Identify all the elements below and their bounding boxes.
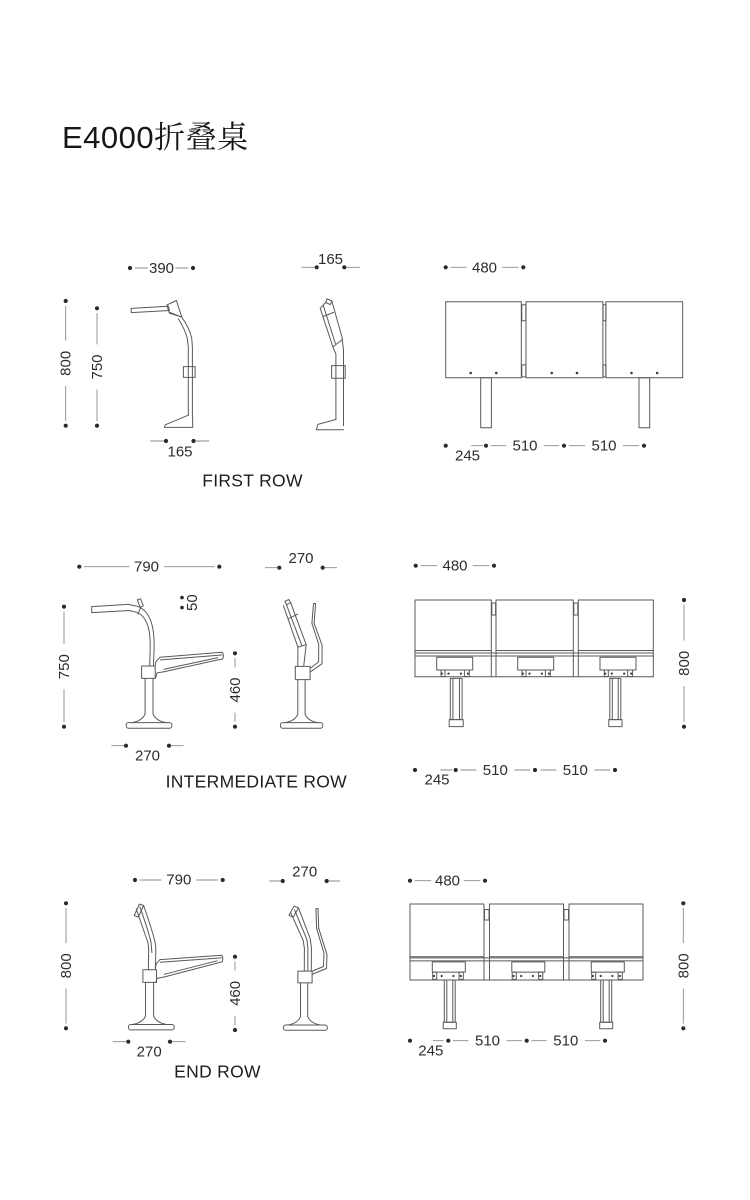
- panel-bolt: [433, 975, 435, 977]
- panel-bolt: [619, 975, 621, 977]
- dim-dot: [64, 901, 68, 905]
- dim-dot: [562, 444, 566, 448]
- dim-dot: [95, 424, 99, 428]
- dim-value: 510: [474, 1032, 501, 1050]
- dim-value: 480: [442, 557, 468, 575]
- panel-connector: [574, 603, 578, 615]
- dim-dot: [414, 564, 418, 568]
- pedestal-base: [280, 723, 322, 729]
- dim-value: 790: [166, 871, 192, 889]
- dim-value: 390: [148, 260, 175, 277]
- leg-inner-line: [603, 980, 609, 1022]
- desk-tip: [137, 599, 143, 608]
- panel-bolt: [541, 673, 543, 675]
- pedestal-column: [145, 678, 153, 714]
- intermediate-row-dim-front-bottom: [413, 762, 617, 789]
- dim-dot: [682, 598, 686, 602]
- leg: [481, 378, 492, 428]
- dim-dot: [682, 725, 686, 729]
- dim-dot: [191, 439, 195, 443]
- floor-foot: [316, 420, 343, 430]
- end-row-dim-height-800: [58, 901, 75, 1030]
- folded-tablet-panel: [312, 928, 327, 974]
- pedestal-flare: [288, 1017, 320, 1026]
- panel-bolt: [539, 975, 541, 977]
- pedestal-flare: [132, 1016, 166, 1025]
- end-row-dim-folded-270: [270, 864, 340, 884]
- tablet-bracket: [600, 657, 636, 670]
- desk-panel: [578, 600, 653, 651]
- dim-value: 460: [227, 980, 244, 1006]
- first-row-side-view-drawing: [131, 301, 195, 428]
- dim-value: 480: [471, 259, 498, 277]
- dim-value: 510: [591, 437, 617, 455]
- panel-bolt: [548, 673, 550, 675]
- folded-desk-mid-line: [286, 604, 302, 646]
- dim-value: 270: [292, 863, 318, 881]
- leg-foot: [449, 720, 463, 727]
- leg: [639, 378, 650, 428]
- dim-dot: [525, 1039, 529, 1043]
- first-row-dim-height-750: [89, 306, 106, 428]
- dim-dot: [533, 768, 537, 772]
- leg-foot: [609, 720, 622, 727]
- dim-dot: [321, 566, 325, 570]
- leg-foot: [600, 1022, 613, 1029]
- dim-dot: [681, 901, 685, 905]
- intermediate-row-front-view-drawing: [415, 600, 653, 727]
- support-collar: [143, 970, 157, 983]
- intermediate-row-section: [0, 540, 750, 795]
- panel-bolt: [630, 372, 633, 375]
- intermediate-row-label: INTERMEDIATE ROW: [165, 771, 348, 792]
- folded-desk-mid-line: [295, 910, 308, 971]
- leg: [601, 980, 612, 1022]
- first-row-folded-view-drawing: [316, 299, 345, 430]
- dim-dot: [62, 605, 66, 609]
- dim-value: 270: [136, 1043, 162, 1061]
- panel-bolt: [656, 372, 659, 375]
- dim-dot: [454, 768, 458, 772]
- leg-foot: [443, 1022, 456, 1029]
- end-row-dim-front-480: [408, 873, 487, 890]
- tablet-tip: [221, 955, 223, 962]
- panel-connector: [603, 365, 606, 377]
- page-title: E4000折叠桌: [62, 120, 249, 155]
- end-row-front-view-drawing: [410, 904, 643, 1029]
- dim-value: 460: [227, 677, 244, 703]
- end-row-side-view-drawing: [129, 904, 223, 1030]
- dim-value: 510: [562, 762, 588, 779]
- panel-bolt: [528, 673, 530, 675]
- dim-dot: [277, 566, 281, 570]
- first-row-dim-front-480: [444, 259, 526, 276]
- tablet-bracket: [437, 657, 473, 670]
- support-collar: [295, 666, 310, 679]
- panel-bolt: [623, 673, 625, 675]
- pedestal-column: [298, 680, 305, 714]
- panel-bolt: [604, 673, 606, 675]
- dim-dot: [77, 565, 81, 569]
- dim-value: 270: [288, 550, 314, 568]
- tablet-surface: [160, 955, 221, 962]
- dim-dot: [133, 878, 137, 882]
- folded-desk-cap: [285, 600, 291, 605]
- dim-dot: [217, 565, 221, 569]
- dim-dot: [64, 424, 68, 428]
- desk-panel: [446, 302, 522, 378]
- dim-dot: [221, 878, 225, 882]
- panel-bolt: [441, 975, 443, 977]
- panel-bolt: [460, 975, 462, 977]
- dim-dot: [483, 879, 487, 883]
- leg-inner-line: [447, 980, 453, 1022]
- band-edges: [415, 651, 653, 677]
- folded-tablet-arm: [316, 909, 319, 929]
- dim-dot: [603, 1039, 607, 1043]
- end-row-dim-base-270: [113, 1040, 185, 1061]
- folded-panel-cap: [326, 299, 332, 305]
- band-edges: [410, 957, 643, 980]
- folded-tablet-arm: [312, 603, 316, 623]
- leg-inner-line: [612, 678, 618, 719]
- tablet-bracket: [512, 962, 545, 972]
- dim-dot: [126, 1040, 130, 1044]
- intermediate-row-folded-view-drawing: [280, 600, 322, 729]
- desk-panel: [415, 600, 491, 651]
- tablet-bracket: [432, 962, 465, 972]
- dim-dot: [325, 879, 329, 883]
- support-collar: [183, 367, 195, 378]
- leg: [450, 678, 462, 719]
- dim-value: 270: [134, 747, 161, 765]
- dim-dot: [124, 744, 128, 748]
- end-row-label: END ROW: [174, 1061, 261, 1082]
- end-row-dim-tablet-460: [227, 955, 244, 1032]
- folded-desk-outer: [299, 908, 312, 971]
- leg: [444, 980, 455, 1022]
- dim-dot: [444, 265, 448, 269]
- panel-bolt: [469, 372, 472, 375]
- dim-dot: [168, 1040, 172, 1044]
- leg-inner-line: [453, 678, 460, 719]
- panel-bolt: [550, 372, 553, 375]
- panel-bolt: [630, 673, 632, 675]
- first-row-dim-folded-165: [302, 251, 360, 270]
- dim-value: 165: [317, 250, 344, 268]
- desk-panel: [490, 904, 564, 957]
- dim-dot: [521, 265, 525, 269]
- dim-dot: [444, 444, 448, 448]
- dim-dot: [613, 768, 617, 772]
- dim-dot: [484, 444, 488, 448]
- support-collar: [298, 971, 312, 983]
- panel-connector: [522, 305, 526, 321]
- dim-value: 790: [133, 558, 160, 576]
- first-row-dim-height-800: [58, 299, 75, 428]
- dim-value: 800: [57, 350, 75, 376]
- pedestal-column: [301, 983, 308, 1017]
- panel-bolt: [460, 673, 462, 675]
- dim-dot: [64, 299, 68, 303]
- dim-dot: [128, 266, 132, 270]
- tablet-tip: [222, 652, 224, 659]
- desk-panel: [569, 904, 643, 957]
- dim-dot: [233, 1028, 237, 1032]
- dim-value: 800: [58, 953, 75, 979]
- panel-connector: [485, 910, 490, 921]
- tablet-link: [155, 657, 163, 678]
- panel-bolt: [520, 975, 522, 977]
- pedestal-base: [283, 1025, 327, 1030]
- dim-dot: [233, 955, 237, 959]
- dim-dot: [408, 1039, 412, 1043]
- panel-bolt: [512, 975, 514, 977]
- intermediate-row-dim-front-480: [414, 558, 497, 575]
- first-row-label: FIRST ROW: [202, 470, 303, 491]
- dim-value: 750: [56, 654, 73, 680]
- desk-top-blade: [92, 604, 130, 612]
- dim-dot: [281, 879, 285, 883]
- support-inner-edge: [130, 611, 151, 666]
- dim-dot: [446, 1039, 450, 1043]
- dim-dot: [233, 651, 237, 655]
- panel-bolt: [611, 673, 613, 675]
- panel-bolt: [467, 673, 469, 675]
- desk-panel: [410, 904, 484, 957]
- first-row-front-view-drawing: [446, 302, 683, 428]
- panel-bolt: [447, 673, 449, 675]
- dim-value: 510: [512, 437, 538, 455]
- panel-bolt: [600, 975, 602, 977]
- folded-panel-outer: [332, 301, 344, 426]
- back-panel-inner: [136, 909, 148, 970]
- first-row-section: [0, 245, 750, 495]
- panel-connector: [522, 365, 526, 377]
- end-row-dim-width-790: [133, 872, 225, 889]
- first-row-dim-front-bottom: [444, 438, 647, 465]
- dim-value: 510: [482, 762, 508, 779]
- panel-bolt: [495, 372, 498, 375]
- dim-value: 510: [553, 1032, 579, 1050]
- dim-dot: [642, 444, 646, 448]
- tablet-bracket: [518, 657, 554, 670]
- dim-value: 750: [89, 354, 106, 380]
- dim-value: 800: [675, 953, 693, 979]
- dim-dot: [413, 768, 417, 772]
- panel-connector: [603, 305, 606, 321]
- folded-desk-inner: [291, 913, 305, 971]
- intermediate-row-dim-base-270: [112, 744, 184, 765]
- dim-dot: [191, 266, 195, 270]
- panel-bolt: [592, 975, 594, 977]
- panel-bolt: [532, 975, 534, 977]
- floor-foot: [164, 415, 192, 427]
- dim-value: 245: [418, 1042, 444, 1060]
- dim-value: 245: [424, 771, 450, 789]
- intermediate-row-dim-tablet-460: [227, 651, 244, 729]
- tablet-bracket: [591, 962, 624, 972]
- folded-panel-tick: [323, 312, 334, 316]
- leg: [610, 678, 621, 719]
- desk-head-line: [169, 313, 181, 317]
- intermediate-row-dim-height-750: [56, 605, 73, 729]
- dim-value: 245: [454, 447, 481, 465]
- end-row-dim-front-800: [675, 901, 692, 1030]
- intermediate-row-dim-folded-270: [265, 550, 336, 570]
- dim-dot: [95, 306, 99, 310]
- pedestal-flare: [132, 714, 166, 723]
- dim-value: 800: [676, 650, 693, 676]
- dim-dot: [233, 725, 237, 729]
- intermediate-row-dim-front-800: [676, 598, 693, 729]
- tablet-underside: [164, 961, 222, 977]
- back-panel-cap: [134, 904, 143, 917]
- end-row-dim-front-bottom: [408, 1033, 607, 1060]
- end-row-section: [0, 850, 750, 1090]
- intermediate-row-side-view-drawing: [92, 599, 224, 728]
- pedestal-column: [146, 982, 154, 1016]
- intermediate-row-dim-gap-50: [180, 594, 201, 611]
- support-collar: [142, 666, 156, 678]
- panel-connector: [564, 910, 569, 921]
- front-rail: [410, 958, 643, 980]
- end-row-folded-view-drawing: [283, 906, 327, 1030]
- panel-bolt: [611, 975, 613, 977]
- dim-value: 480: [434, 872, 461, 890]
- dim-dot: [681, 1026, 685, 1030]
- dim-dot: [62, 725, 66, 729]
- desk-panel: [526, 302, 603, 378]
- desk-panel: [606, 302, 683, 378]
- desk-top-blade: [131, 306, 169, 312]
- first-row-dim-width-390: [128, 260, 195, 277]
- dim-dot: [408, 879, 412, 883]
- front-rail: [415, 653, 653, 677]
- intermediate-row-dim-width-790: [77, 559, 221, 576]
- dim-dot: [164, 439, 168, 443]
- folded-tablet-panel: [310, 623, 322, 672]
- dim-dot: [64, 1026, 68, 1030]
- first-row-dim-base-165: [151, 439, 209, 461]
- pedestal-base: [126, 723, 172, 729]
- dim-dot: [167, 744, 171, 748]
- panel-bolt: [576, 372, 579, 375]
- desk-panel: [496, 600, 573, 651]
- tablet-underside: [163, 658, 222, 672]
- dim-value: 165: [167, 443, 193, 461]
- pedestal-flare: [285, 714, 318, 723]
- panel-bolt: [522, 673, 524, 675]
- dim-value: 50: [183, 594, 201, 611]
- panel-connector: [492, 603, 496, 615]
- panel-bolt: [441, 673, 443, 675]
- panel-bolt: [452, 975, 454, 977]
- pedestal-base: [129, 1025, 175, 1030]
- dim-dot: [492, 564, 496, 568]
